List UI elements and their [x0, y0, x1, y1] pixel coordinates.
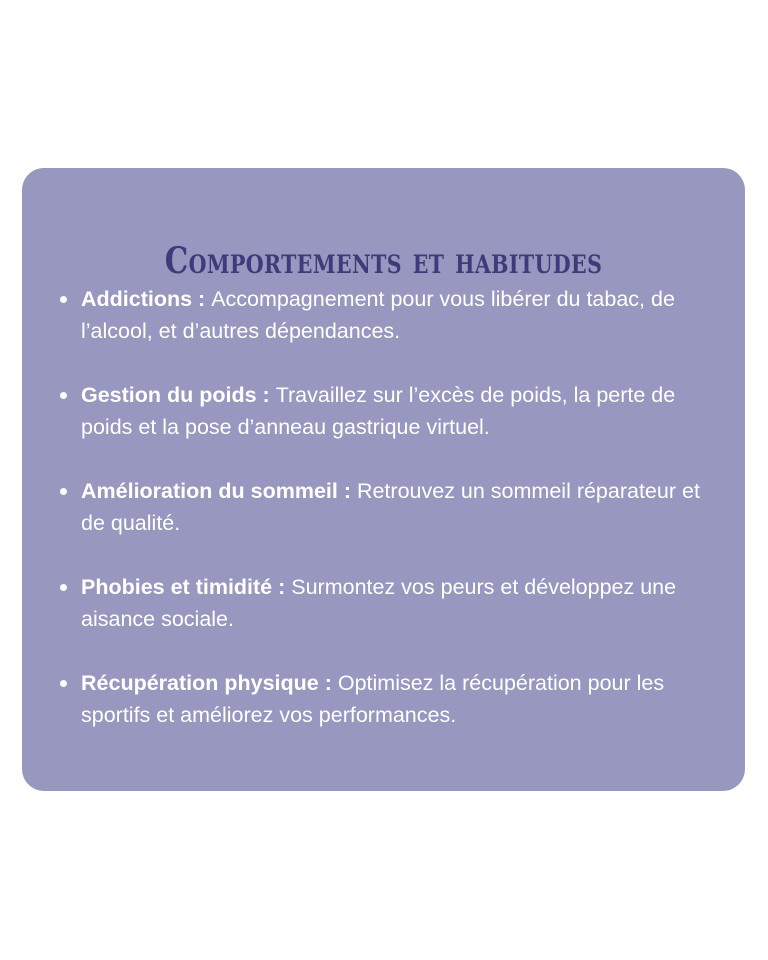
list-item-addictions [60, 283, 720, 347]
bullet-icon [60, 488, 67, 495]
list-item-recovery [60, 667, 720, 731]
list-item-sleep [60, 475, 720, 539]
bullet-icon [60, 584, 67, 591]
bullet-icon [60, 296, 67, 303]
item-label: Amélioration du sommeil : [81, 479, 357, 503]
item-text: Travaillez sur l’excès de poids, la perte de poids et la pose d’anneau gastrique virtuel. [81, 383, 676, 439]
item-text: Optimisez la récupération pour les sportifs et améliorez vos performances. [81, 671, 665, 727]
list-item-weight [60, 379, 720, 443]
list-item-phobias [60, 571, 720, 635]
item-text: Surmontez vos peurs et développez une aisance sociale. [81, 575, 677, 631]
item-label: Récupération physique : [81, 671, 338, 695]
bullet-icon [60, 680, 67, 687]
item-text: Retrouvez un sommeil réparateur et de qualité. [81, 479, 700, 535]
bullet-icon [60, 392, 67, 399]
services-list [60, 283, 720, 763]
item-text: Accompagnement pour vous libérer du tabac, de l’alcool, et d’autres dépendances. [81, 287, 675, 343]
item-label: Gestion du poids : [81, 383, 276, 407]
item-label: Phobies et timidité : [81, 575, 292, 599]
services-card [22, 168, 745, 791]
card-title: Comportements et habitudes [164, 240, 603, 283]
item-label: Addictions : [81, 287, 212, 311]
